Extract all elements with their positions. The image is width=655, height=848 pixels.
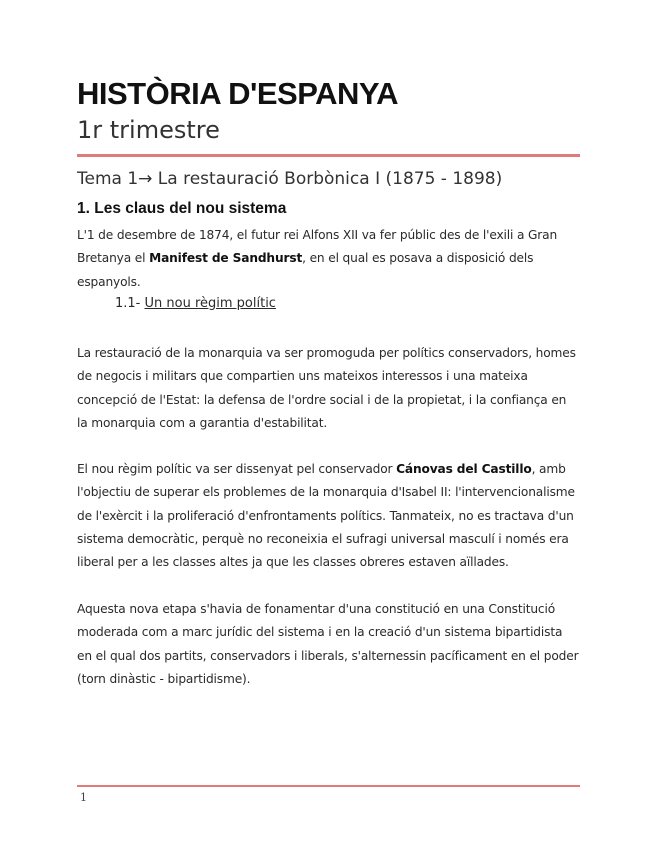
subsection-number: 1.1- [115, 296, 145, 311]
page-number: 1 [80, 791, 87, 804]
section-heading: 1. Les claus del nou sistema [77, 200, 287, 217]
paragraph-intro-text: L'1 de desembre de 1874, el futur rei Alfons XII va fer públic des de l'exili a Gran Bretanya el [77, 228, 558, 266]
paragraph-intro-text-end: , en el qual es posava a disposició dels espanyols. [77, 251, 534, 289]
page-title: HISTÒRIA D'ESPANYA [77, 76, 399, 111]
footer-divider [77, 785, 580, 787]
header-divider [77, 154, 580, 157]
subsection-heading [115, 296, 276, 311]
paragraph-intro [77, 224, 580, 294]
subsection-title: Un nou règim polític [144, 296, 276, 311]
page-subtitle: 1r trimestre [77, 116, 220, 144]
paragraph-intro-bold: Manifest de Sandhurst [149, 251, 303, 266]
paragraph-etapa: Aquesta nova etapa s'havia de fonamentar d'una constitució en una Constitució moderada com a marc jurídic del sistema i en la creació d'un sistema bipartidista en el qual dos partits, conservadors i liberals, s'alternessin pacíficament en el poder (torn dinàstic - bipartidisme). [77, 602, 579, 686]
paragraph-regim [77, 458, 580, 574]
paragraph-regim-text: El nou règim polític va ser dissenyat pel conservador [77, 462, 397, 476]
topic-heading: Tema 1→ La restauració Borbònica I (1875 - 1898) [77, 169, 503, 189]
paragraph-restauracio: La restauració de la monarquia va ser promoguda per polítics conservadors, homes de negocis i militars que compartien uns mateixos interessos i una mateixa concepció de l'Estat: la defensa de l'ordre social i de la propietat, i la confiança en la monarquia com a garantia d'estabilitat. [77, 346, 576, 430]
paragraph-regim-text-end: , amb l'objectiu de superar els problemes de la monarquia d'Isabel II: l'intervencionalisme de l'exèrcit i la proliferació d'enfrontaments polítics. Tanmateix, no es tractava d'un sistema democràtic, perquè no reconeixia el sufragi universal masculí i només era liberal per a les classes altes ja que les classes obreres estaven aïllades. [77, 462, 575, 570]
paragraph-regim-bold: Cánovas del Castillo [396, 462, 532, 476]
